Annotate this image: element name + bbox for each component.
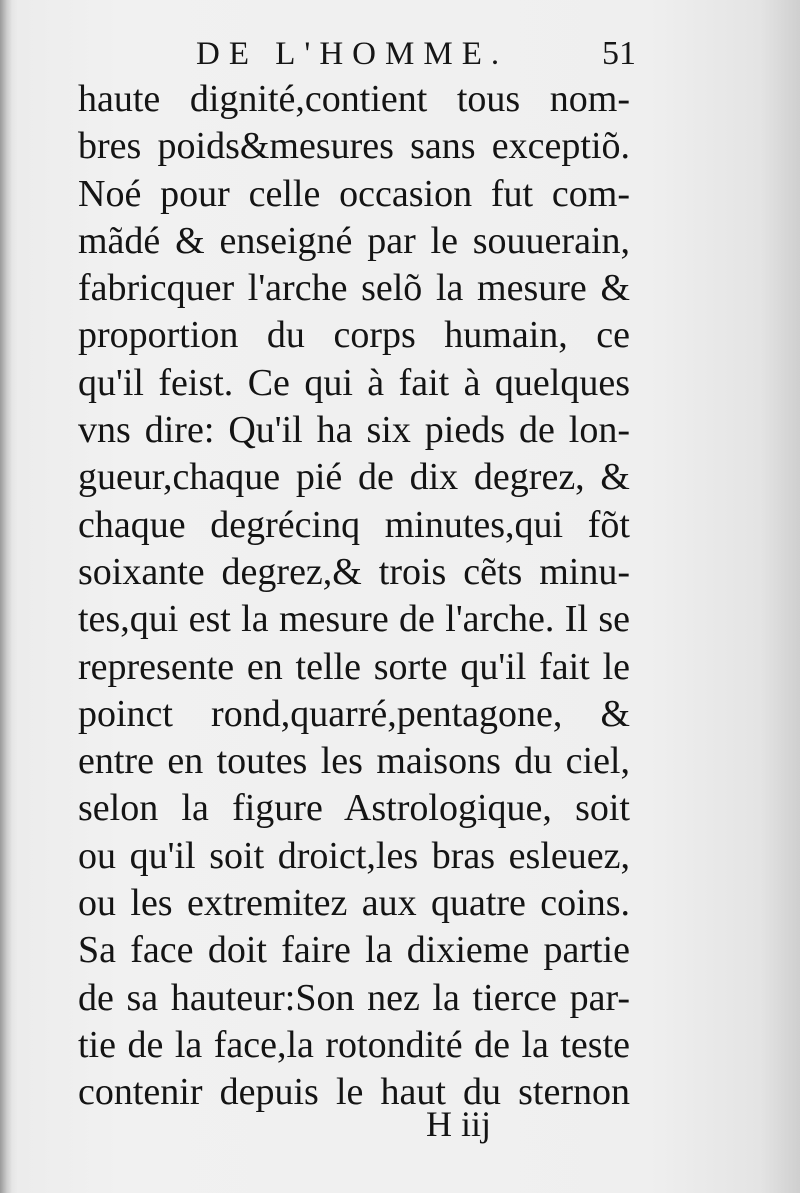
body-text — [78, 76, 630, 1117]
running-title: DE L'HOMME. — [196, 36, 509, 72]
page-gutter-shadow — [0, 0, 12, 1193]
text-line: Noé pour celle occasion fut com- — [78, 172, 630, 215]
text-line: ou qu'il soit droict,les bras esleuez, — [78, 834, 630, 877]
text-line: represente en telle sorte qu'il fait le — [78, 645, 630, 688]
signature-mark: H iij — [426, 1104, 492, 1144]
text-line: tes,qui est la mesure de l'arche. Il se — [78, 598, 630, 641]
text-line: mãdé & enseigné par le souuerain, — [78, 219, 630, 262]
text-line: entre en toutes les maisons du ciel, — [78, 740, 630, 783]
text-line: de sa hauteur:Son nez la tierce par- — [78, 976, 630, 1019]
show-through-line — [640, 850, 800, 872]
text-line: ou les extremitez aux quatre coins. — [78, 882, 630, 925]
text-line: haute dignité,contient tous nom- — [78, 78, 630, 120]
text-line: vns dire: Qu'il ha six pieds de lon- — [78, 409, 630, 452]
show-through-text — [640, 850, 800, 872]
text-line: tie de la face,la rotondité de la teste — [78, 1023, 630, 1066]
text-line: poinct rond,quarré,pentagone, & — [78, 692, 630, 735]
text-line: soixante degrez,& trois cẽts minu- — [78, 550, 630, 593]
text-line: chaque degrécinq minutes,qui fõt — [78, 503, 630, 546]
text-line: gueur,chaque pié de dix degrez, & — [78, 456, 630, 499]
text-line: qu'il feist. Ce qui à fait à quelques — [78, 361, 630, 404]
page-number: 51 — [602, 35, 636, 72]
text-line: proportion du corps humain, ce — [78, 314, 630, 357]
text-line: selon la figure Astrologique, soit — [78, 787, 630, 830]
page-header — [196, 34, 636, 74]
text-line: contenir depuis le haut du sternon — [78, 1071, 630, 1114]
text-line: bres poids&mesures sans exceptiõ. — [78, 125, 630, 168]
text-line: fabricquer l'arche selõ la mesure & — [78, 267, 630, 310]
text-line: Sa face doit faire la dixieme partie — [78, 929, 630, 972]
